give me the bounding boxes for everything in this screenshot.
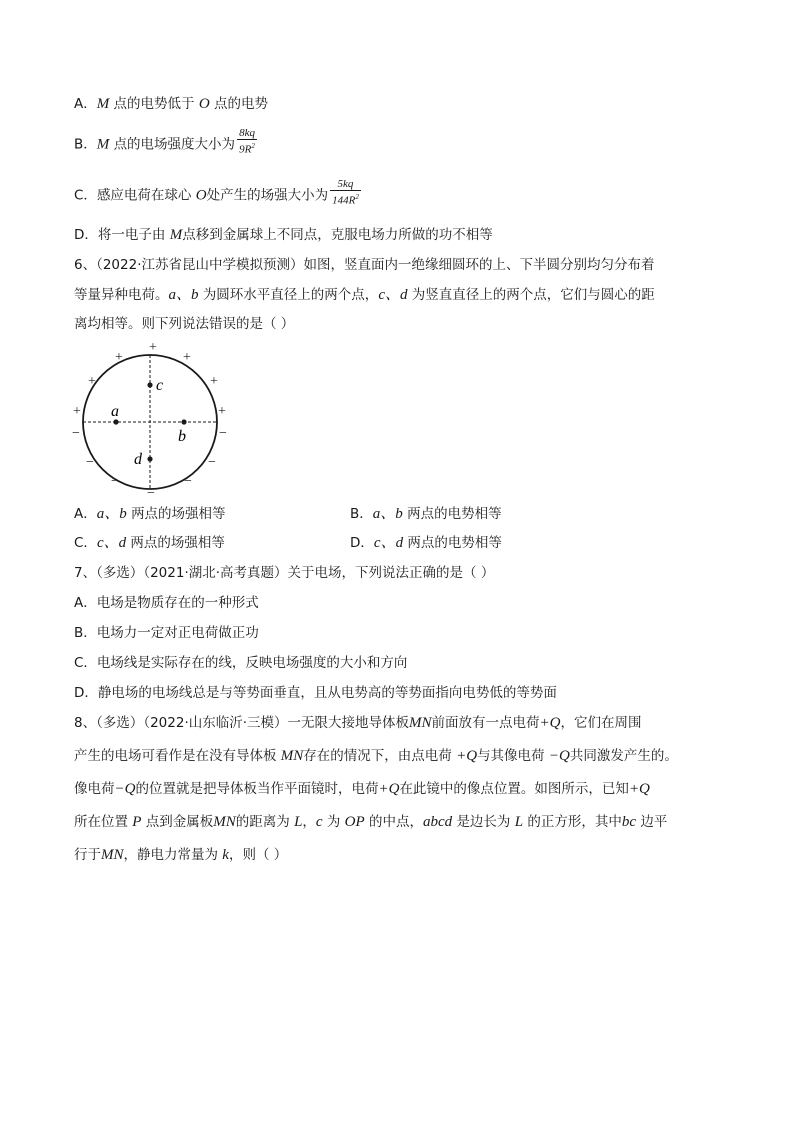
plus-charge: +: [73, 404, 81, 419]
q5-option-d: D．将一电子由 M点移到金属球上不同点，克服电场力所做的功不相等: [74, 227, 493, 243]
label-a: a: [111, 403, 119, 420]
q8-stem-line4: 所在位置 P 点到金属板MN的距离为 L，c 为 OP 的中点，abcd 是边长为 L 的正方形，其中bc 边平: [74, 814, 668, 830]
point-c: [147, 382, 152, 387]
plus-charge: +: [149, 340, 157, 355]
q6-stem-line3: 离均相等。则下列说法错误的是（ ）: [74, 316, 295, 332]
plus-charge: +: [183, 350, 191, 365]
plus-charge: +: [210, 374, 218, 389]
plus-charge: +: [115, 350, 123, 365]
q5-option-a: A．M 点的电势低于 O 点的电势: [74, 96, 268, 112]
plus-charge: +: [88, 374, 96, 389]
q8-stem-line1: 8、（多选）（2022·山东临沂·三模）一无限大接地导体板MN前面放有一点电荷+Q，它们在周围: [74, 715, 642, 731]
charged-ring-figure: [66, 336, 236, 501]
point-b: [181, 419, 186, 424]
point-a: [113, 419, 118, 424]
minus-charge: −: [184, 474, 192, 489]
point-d: [147, 456, 152, 461]
q6-option-b: B．a、b 两点的电势相等: [350, 506, 502, 522]
q5-option-c: C．感应电荷在球心 O处产生的场强大小为 $\frac{5kq}{144R^2}$: [74, 178, 359, 207]
q6-option-c: C．c、d 两点的场强相等: [74, 535, 225, 551]
q6-option-d: D．c、d 两点的电势相等: [350, 535, 502, 551]
q6-option-a: A．a、b 两点的场强相等: [74, 506, 226, 522]
minus-charge: −: [72, 426, 80, 441]
q7-stem: 7、（多选）（2021·湖北·高考真题）关于电场，下列说法正确的是（ ）: [74, 565, 495, 581]
minus-charge: −: [219, 426, 227, 441]
q7-option-d: D．静电场的电场线总是与等势面垂直，且从电势高的等势面指向电势低的等势面: [74, 685, 557, 701]
fraction-5kq-144r2: $\frac{5kq}{144R^2}$: [332, 178, 359, 207]
label-b: b: [178, 428, 186, 445]
q8-stem-line3: 像电荷−Q的位置就是把导体板当作平面镜时，电荷+Q在此镜中的像点位置。如图所示，已知+Q: [74, 781, 650, 797]
label-d: d: [134, 451, 142, 468]
minus-charge: −: [111, 474, 119, 489]
q6-stem-line2: 等量异种电荷。a、b 为圆环水平直径上的两个点，c、d 为竖直直径上的两个点，它们与圆心的距: [74, 287, 655, 303]
q7-option-a: A．电场是物质存在的一种形式: [74, 595, 259, 611]
q6-stem-line1: 6、（2022·江苏省昆山中学模拟预测）如图，竖直面内一绝缘细圆环的上、下半圆分别均匀分布着: [74, 257, 655, 273]
plus-charge: +: [218, 404, 226, 419]
q7-option-b: B．电场力一定对正电荷做正功: [74, 625, 259, 641]
minus-charge: −: [147, 486, 155, 501]
label-c: c: [156, 377, 164, 394]
q8-stem-line2: 产生的电场可看作是在没有导体板 MN存在的情况下，由点电荷 +Q与其像电荷 −Q共同激发产生的。: [74, 748, 678, 764]
q5-option-b: B．M 点的电场强度大小为 $\frac{8kq}{9R^2}$: [74, 127, 255, 156]
fraction-8kq-9r2: $\frac{8kq}{9R^2}$: [239, 127, 255, 156]
q8-stem-line5: 行于MN，静电力常量为 k，则（ ）: [74, 847, 288, 863]
minus-charge: −: [86, 455, 94, 470]
q7-option-c: C．电场线是实际存在的线，反映电场强度的大小和方向: [74, 655, 408, 671]
minus-charge: −: [208, 455, 216, 470]
